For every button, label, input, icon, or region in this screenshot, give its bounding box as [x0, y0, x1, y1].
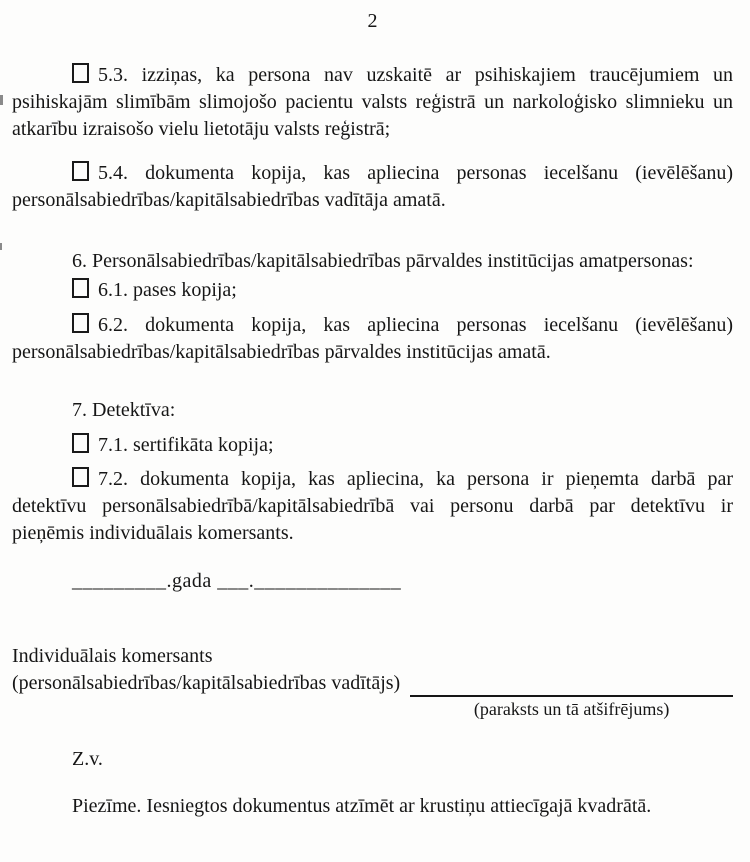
date-blank-line: _________.gada ___.______________ — [72, 570, 402, 592]
signer-subtitle: (personālsabiedrības/kapitālsabiedrības vadītājs) — [12, 672, 401, 694]
checkbox-5-4[interactable] — [72, 161, 89, 181]
footnote: Piezīme. Iesniegtos dokumentus atzīmēt ar krustiņu attiecīgajā kvadrātā. — [72, 795, 652, 817]
section-heading-6: 6. Personālsabiedrības/kapitālsabiedrības pārvaldes institūcijas amatpersonas: — [72, 250, 694, 272]
checklist-item-6-2-text: 6.2. dokumenta kopija, kas apliecina personas iecelšanu (ievēlēšanu) personālsabiedrības/kapitālsabiedrības pārvaldes institūcijas amatā. — [12, 314, 733, 363]
scan-artifact — [0, 243, 2, 250]
checklist-item-6-1-text: 6.1. pases kopija; — [98, 279, 237, 301]
checklist-item-6-1 — [12, 277, 733, 304]
checkbox-5-3[interactable] — [72, 63, 89, 83]
checklist-item-5-4-text: 5.4. dokumenta kopija, kas apliecina personas iecelšanu (ievēlēšanu) personālsabiedrības/kapitālsabiedrības vadītāja amatā. — [12, 162, 733, 211]
signature-caption: (paraksts un tā atšifrējums) — [473, 699, 670, 719]
checklist-item-7-2 — [12, 466, 733, 547]
checkbox-6-2[interactable] — [72, 313, 89, 333]
scan-artifact — [0, 95, 3, 105]
checklist-item-7-1-text: 7.1. sertifikāta kopija; — [98, 434, 274, 456]
checklist-item-5-4 — [12, 160, 733, 214]
signature-line — [410, 643, 733, 697]
checklist-item-5-3-text: 5.3. izziņas, ka persona nav uzskaitē ar psihiskajiem traucējumiem un psihiskajām slimībām slimojošo pacientu valsts reģistrā un narkoloģisko slimnieku un atkarību izraisošo vielu lietotāju valsts reģistrā; — [12, 64, 733, 140]
checklist-item-6-2 — [12, 312, 733, 366]
seal-mark: Z.v. — [72, 748, 103, 770]
checkbox-7-1[interactable] — [72, 433, 89, 453]
section-heading-7: 7. Detektīva: — [72, 399, 176, 421]
signer-title: Individuālais komersants — [12, 645, 213, 667]
checklist-item-7-1 — [12, 432, 733, 459]
signature-area — [410, 643, 733, 722]
checklist-item-5-3 — [12, 62, 733, 143]
checklist-item-7-2-text: 7.2. dokumenta kopija, kas apliecina, ka persona ir pieņemta darbā par detektīvu personālsabiedrībā/kapitālsabiedrībā vai personu darbā par detektīvu ir pieņēmis individuālais komersants. — [12, 468, 733, 544]
page-number: 2 — [367, 10, 378, 32]
signer-labels — [12, 643, 400, 697]
signature-block — [12, 643, 733, 722]
checkbox-7-2[interactable] — [72, 467, 89, 487]
checkbox-6-1[interactable] — [72, 278, 89, 298]
